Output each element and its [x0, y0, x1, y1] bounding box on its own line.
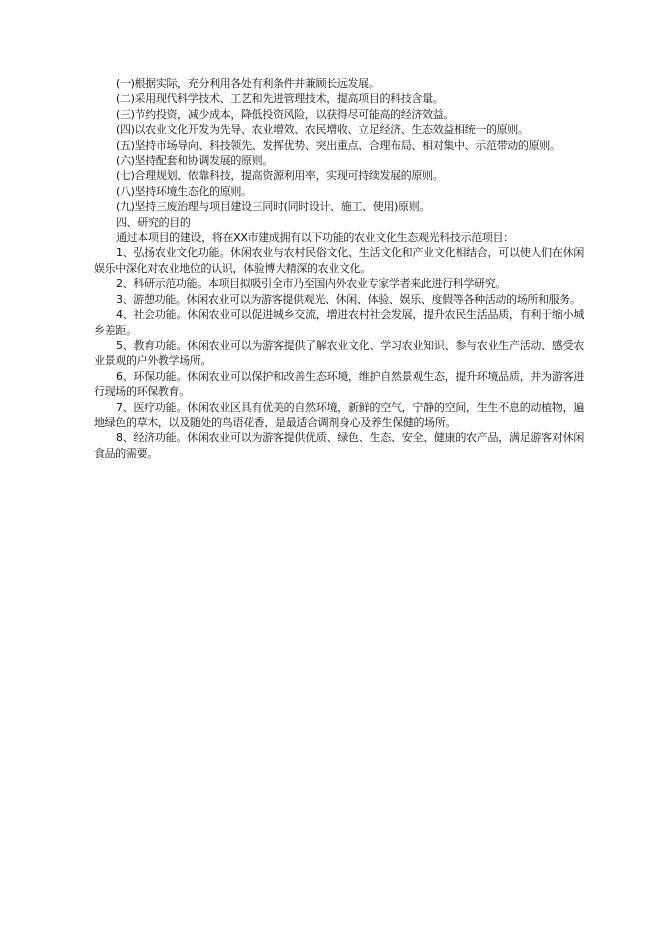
paragraph-principle-5: (五)坚持市场导向、科技领先、发挥优势、突出重点、合理布局、相对集中、示范带动的原则。 — [116, 138, 561, 152]
paragraph-principle-2: (二)采用现代科学技术、工艺和先进管理技术，提高项目的科技含量。 — [116, 92, 444, 106]
paragraph-principle-4: (四)以农业文化开发为先导、农业增效、农民增收、立足经济、生态效益相统一的原则。 — [116, 123, 529, 137]
paragraph-function-2: 2、科研示范功能。本项目拟吸引全市乃至国内外农业专家学者来此进行科学研究。 — [116, 277, 507, 291]
paragraph-principle-7: (七)合理规划、依靠科技，提高资源利用率，实现可持续发展的原则。 — [116, 169, 444, 183]
paragraph-principle-6: (六)坚持配套和协调发展的原则。 — [116, 154, 273, 168]
paragraph-principle-8: (八)坚持环境生态化的原则。 — [116, 184, 252, 198]
paragraph-principle-3: (三)节约投资，减少成本，降低投资风险，以获得尽可能高的经济效益。 — [116, 107, 455, 121]
document-body — [94, 76, 584, 461]
paragraph-function-5: 5、教育功能。休闲农业可以为游客提供了解农业文化、学习农业知识、参与农业生产活动、感受农业景观的户外教学场所。 — [94, 338, 584, 368]
paragraph-function-3: 3、游憩功能。休闲农业可以为游客提供观光、休闲、体验、娱乐、度假等各种活动的场所和服务。 — [116, 292, 581, 306]
paragraph-function-1: 1、弘扬农业文化功能。休闲农业与农村民俗文化、生活文化和产业文化相结合，可以使人们在休闲娱乐中深化对农业地位的认识，体验博大精深的农业文化。 — [94, 246, 584, 275]
section-heading: 四、研究的目的 — [116, 215, 191, 229]
paragraph-function-4: 4、社会功能。休闲农业可以促进城乡交流，增进农村社会发展，提升农民生活品质，有利于缩小城乡差距。 — [94, 308, 584, 337]
paragraph-function-8: 8、经济功能。休闲农业可以为游客提供优质、绿色、生态、安全、健康的农产品，满足游客对休闲食品的需要。 — [94, 431, 584, 460]
paragraph-principle-9: (九)坚持三废治理与项目建设三同时(同时设计、施工、使用)原则。 — [116, 200, 430, 214]
paragraph-function-7: 7、医疗功能。休闲农业区具有优美的自然环境，新鲜的空气，宁静的空间，生生不息的动植物，遍地绿色的草木，以及随处的鸟语花香，是最适合调剂身心及养生保健的场所。 — [94, 400, 584, 429]
paragraph-intro: 通过本项目的建设，将在XX市建成拥有以下功能的农业文化生态观光科技示范项目： — [116, 231, 514, 245]
paragraph-principle-1: (一)根据实际，充分利用各处有利条件并兼顾长远发展。 — [116, 77, 380, 90]
paragraph-function-6: 6、环保功能。休闲农业可以保护和改善生态环境，维护自然景观生态，提升环境品质，并为游客进行现场的环保教育。 — [94, 369, 584, 399]
